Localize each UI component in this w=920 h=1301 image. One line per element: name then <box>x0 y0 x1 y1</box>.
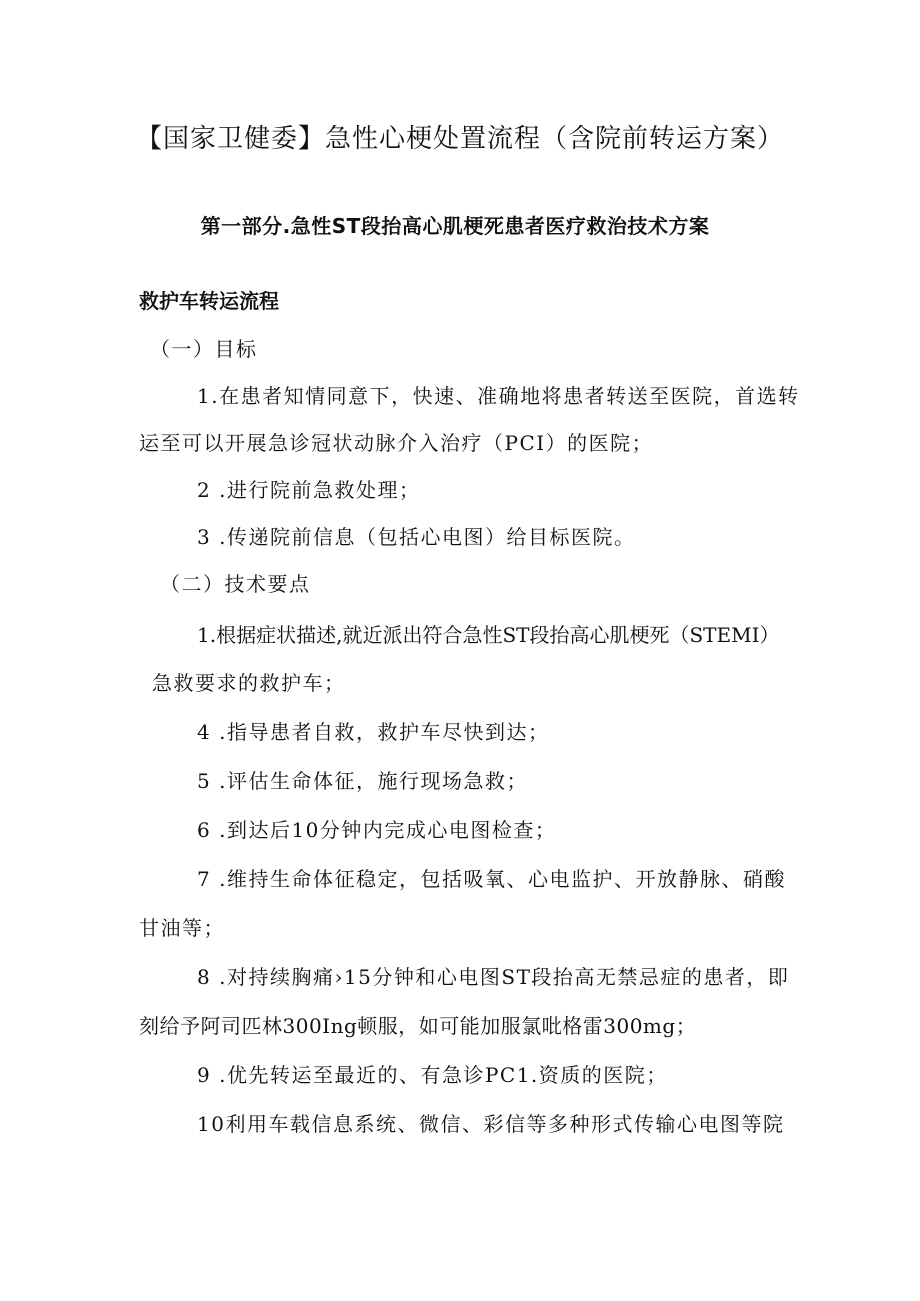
section-heading: 救护车转运流程 <box>139 289 279 313</box>
paragraph-line: 6 .到达后10分钟内完成心电图检查； <box>197 818 557 842</box>
paragraph-line: 1.在患者知情同意下，快速、准确地将患者转送至医院，首选转 <box>197 384 800 408</box>
paragraph-line: 刻给予阿司匹林300Ing顿服，如可能加服氯吡格雷300mg； <box>139 1014 697 1038</box>
paragraph-line: 1.根据症状描述,就近派出符合急性ST段抬高心肌梗死（STEMI） <box>197 623 780 647</box>
paragraph-line: 10利用车载信息系统、微信、彩信等多种形式传输心电图等院 <box>197 1112 785 1136</box>
paragraph-line: 甘油等； <box>139 916 225 940</box>
paragraph-line: 4 .指导患者自救，救护车尽快到达； <box>197 720 550 744</box>
paragraph-line: 急救要求的救护车； <box>152 671 346 695</box>
paragraph-line: 2 .进行院前急救处理； <box>197 478 421 502</box>
paragraph-line: 8 .对持续胸痛›15分钟和心电图ST段抬高无禁忌症的患者，即 <box>197 965 790 989</box>
paragraph-line: 9 .优先转运至最近的、有急诊PC1.资质的医院； <box>197 1063 668 1087</box>
paragraph-line: 7 .维持生命体征稳定，包括吸氧、心电监护、开放静脉、硝酸 <box>197 867 786 891</box>
paragraph-line: 3 .传递院前信息（包括心电图）给目标医院。 <box>197 525 636 549</box>
subsection-heading-goal: （一）目标 <box>150 337 258 361</box>
part-heading: 第一部分.急性ST段抬高心肌梗死患者医疗救治技术方案 <box>200 214 710 238</box>
paragraph-line: 5 .评估生命体征，施行现场急救； <box>197 769 528 793</box>
subsection-heading-points: （二）技术要点 <box>160 572 311 596</box>
document-title: 【国家卫健委】急性心梗处置流程（含院前转运方案） <box>135 124 784 154</box>
paragraph-line: 运至可以开展急诊冠状动脉介入治疗（PCI）的医院； <box>139 431 654 455</box>
